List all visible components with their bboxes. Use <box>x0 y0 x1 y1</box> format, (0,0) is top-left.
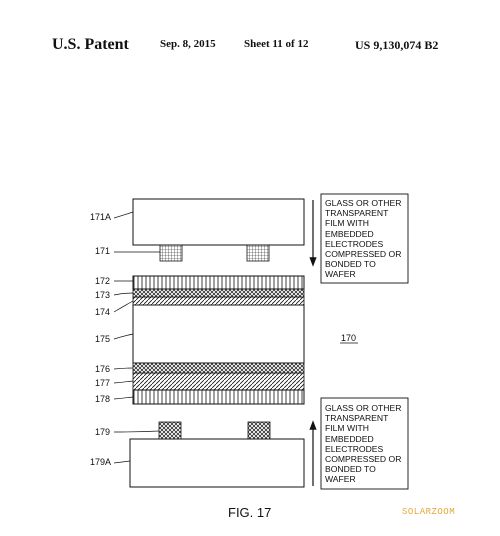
watermark: SOLARZOOM <box>402 507 456 517</box>
label-175: 175 <box>95 334 111 344</box>
bottom-electrode-right <box>248 422 270 439</box>
label-178: 178 <box>95 394 111 404</box>
sheet-number: Sheet 11 of 12 <box>244 38 309 50</box>
layer-176 <box>133 363 304 373</box>
layer-175 <box>133 305 304 363</box>
label-179: 179 <box>95 427 111 437</box>
publication-date: Sep. 8, 2015 <box>160 38 216 50</box>
publication-type: U.S. Patent <box>52 36 129 53</box>
top-electrode-right <box>247 245 269 261</box>
figure-title: FIG. 17 <box>228 505 272 520</box>
label-177: 177 <box>95 378 111 388</box>
bottom-callout-text: GLASS OR OTHER TRANSPARENT FILM WITH EMBEDDED ELECTRODES COMPRESSED OR BONDED TO WAFER <box>325 403 402 485</box>
label-171: 171 <box>95 246 111 256</box>
label-173: 173 <box>95 290 111 300</box>
layer-178 <box>133 390 304 404</box>
top-glass-plate <box>133 199 304 245</box>
label-176: 176 <box>95 364 111 374</box>
label-179A: 179A <box>90 457 112 467</box>
layer-173 <box>133 289 304 297</box>
top-electrode-left <box>160 245 182 261</box>
patent-number: US 9,130,074 B2 <box>355 38 439 52</box>
label-170: 170 <box>341 333 357 343</box>
bottom-glass-plate <box>130 439 304 487</box>
layer-172 <box>133 276 304 289</box>
label-172: 172 <box>95 276 111 286</box>
label-171A: 171A <box>90 212 112 222</box>
bottom-electrode-left <box>159 422 181 439</box>
top-callout-text: GLASS OR OTHER TRANSPARENT FILM WITH EMBEDDED ELECTRODES COMPRESSED OR BONDED TO WAFER <box>325 198 402 280</box>
layer-177 <box>133 373 304 390</box>
label-174: 174 <box>95 307 111 317</box>
layer-174 <box>133 297 304 305</box>
